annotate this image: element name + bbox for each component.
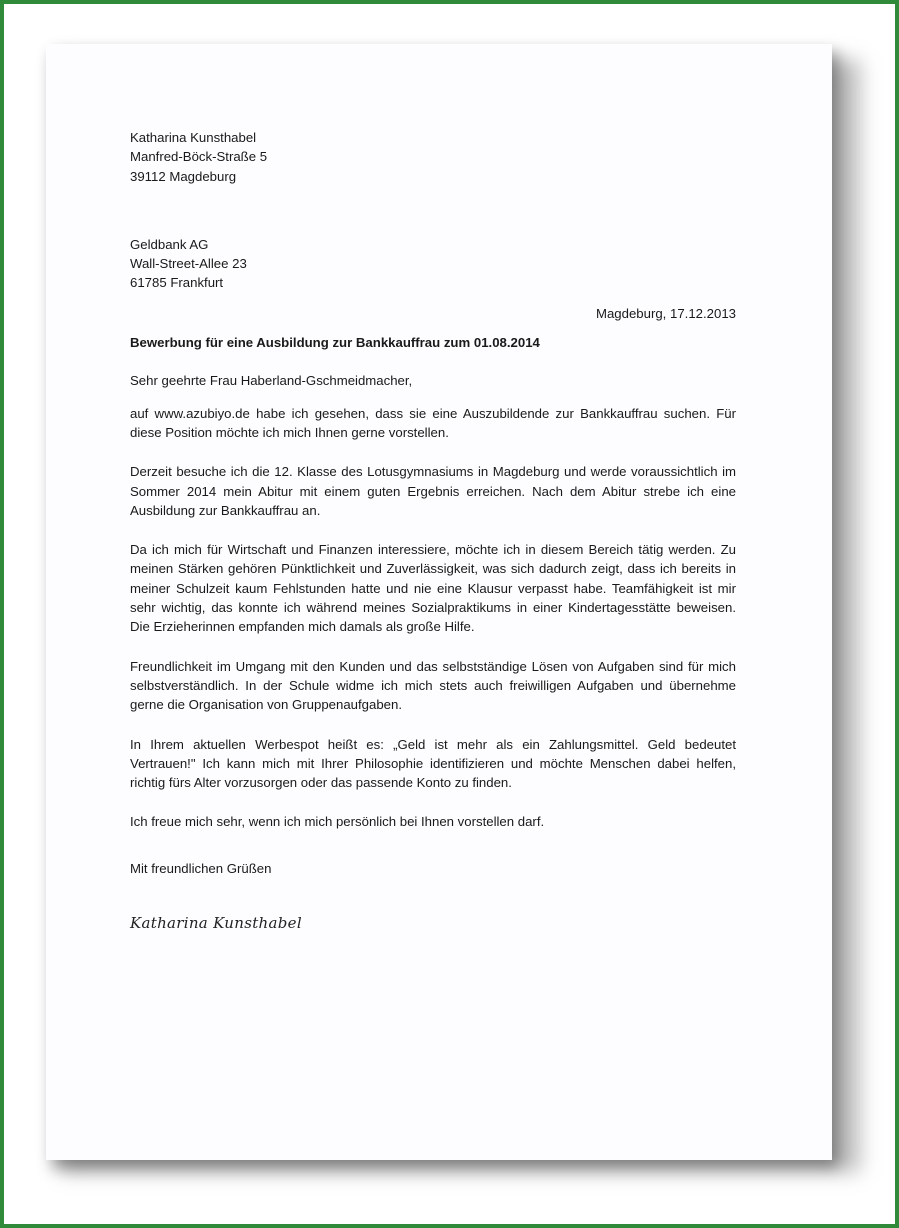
sender-name: Katharina Kunsthabel: [130, 130, 257, 145]
paragraph-line: sehr wichtig, das konnte ich während meines Sozialpraktikums in einer Kindertagesstätte beweisen.: [130, 600, 736, 616]
letter-subject: Bewerbung für eine Ausbildung zur Bankkauffrau zum 01.08.2014: [130, 335, 540, 351]
paragraph: [130, 540, 736, 636]
paragraph-line: Da ich mich für Wirtschaft und Finanzen interessiere, möchte ich in diesem Bereich tätig werden. Zu: [130, 542, 736, 558]
paragraph-line: Vertrauen!" Ich kann mich mit Ihrer Philosophie identifizieren und möchte Menschen dabei helfen,: [130, 755, 736, 771]
paragraph-line: richtig fürs Alter vorzusorgen oder das passende Konto zu finden.: [130, 775, 512, 791]
paragraph: [130, 735, 736, 793]
paragraph: [130, 657, 736, 715]
closing: Mit freundlichen Grüßen: [130, 860, 272, 876]
sender-street: Manfred-Böck-Straße 5: [130, 149, 268, 165]
sender-city: 39112 Magdeburg: [130, 168, 237, 184]
letter-page: [46, 44, 832, 1160]
paragraph-line: Ich freue mich sehr, wenn ich mich persönlich bei Ihnen vorstellen darf.: [130, 814, 545, 830]
paragraph-line: gerne die Organisation von Gruppenaufgaben.: [130, 697, 403, 713]
paragraph: [130, 812, 736, 831]
recipient-address: [130, 235, 736, 293]
paragraph-line: Ausbildung zur Bankkauffrau an.: [130, 502, 321, 518]
signature: Katharina Kunsthabel: [130, 914, 302, 933]
paragraph-line: selbstverständlich. In der Schule widme ich mich stets auch freiwilligen Aufgaben und übernehme: [130, 677, 736, 693]
recipient-city: 61785 Frankfurt: [130, 275, 224, 291]
paragraph-line: Freundlichkeit im Umgang mit den Kunden und das selbstständige Lösen von Aufgaben sind für mich: [130, 658, 736, 674]
recipient-name: Geldbank AG: [130, 236, 209, 252]
sender-address: [130, 128, 736, 186]
recipient-street: Wall-Street-Allee 23: [130, 256, 247, 272]
letter-date: Magdeburg, 17.12.2013: [595, 305, 736, 321]
paragraph-line: diese Position möchte ich mich Ihnen gerne vorstellen.: [130, 424, 449, 440]
paragraph-line: meinen Stärken gehören Pünktlichkeit und Zuverlässigkeit, was sich dadurch zeigt, dass ich bereits in: [130, 561, 736, 577]
paragraph: [130, 404, 736, 443]
paragraph-line: Sommer 2014 mein Abitur mit einem guten Ergebnis erreichen. Nach dem Abitur strebe ich eine: [130, 483, 736, 499]
paragraph-line: Derzeit besuche ich die 12. Klasse des Lotusgymnasiums in Magdeburg und werde voraussichtlich im: [130, 464, 736, 480]
paragraph: [130, 462, 736, 520]
paragraph-line: auf www.azubiyo.de habe ich gesehen, dass sie eine Auszubildende zur Bankkauffrau suchen. Für: [130, 405, 736, 421]
salutation: Sehr geehrte Frau Haberland-Gschmeidmacher,: [130, 373, 413, 389]
letter-content: [130, 128, 736, 933]
paragraph-line: meiner Schulzeit kaum Fehlstunden hatte und nie eine Klausur verpasst habe. Teamfähigkeit ist mir: [130, 580, 736, 596]
paragraph-line: In Ihrem aktuellen Werbespot heißt es: „Geld ist mehr als ein Zahlungsmittel. Geld bedeutet: [130, 736, 736, 752]
paragraph-line: Die Erzieherinnen empfanden mich damals als große Hilfe.: [130, 619, 475, 635]
